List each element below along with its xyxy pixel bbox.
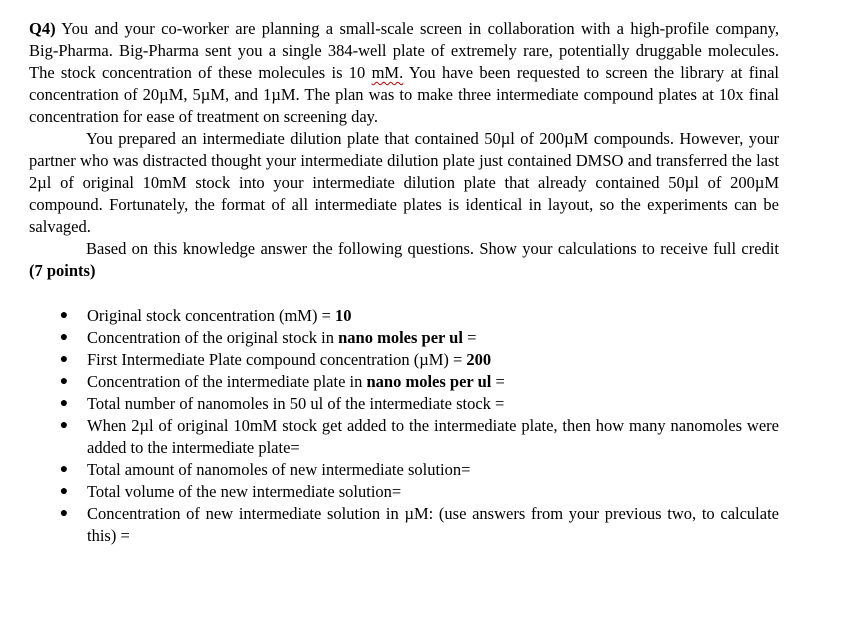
list-item-text-end: =	[462, 328, 477, 347]
list-item-text: Concentration of the original stock in	[87, 328, 339, 347]
list-item	[29, 459, 779, 481]
intro-text-mm-unit: mM.	[371, 63, 404, 82]
bullet-icon: ●	[59, 484, 69, 499]
list-item-text: Original stock concentration (mM) =	[87, 306, 336, 325]
list-item	[29, 503, 779, 547]
bullet-icon: ●	[59, 462, 69, 477]
bullet-icon: ●	[59, 506, 69, 521]
bullet-icon: ●	[59, 396, 69, 411]
list-item-text: Total number of nanomoles in 50 ul of the intermediate stock =	[87, 394, 505, 413]
question-intro-paragraph	[29, 18, 779, 128]
bullet-icon: ●	[59, 330, 69, 345]
list-item	[29, 481, 779, 503]
intro-text-part-1: You and your co-worker are planning a small-scale screen in collaboration with a high-profile company, Big-Pharma. Big-Pharma sent you a single 384-well plate of extremely rare, potentially druggable molecules. The stock concentration of these molecules is 10	[29, 19, 779, 82]
question-number: Q4)	[29, 19, 56, 38]
list-item	[29, 371, 779, 393]
list-item-bold-text: nano moles per ul	[366, 372, 492, 391]
list-item-text-end: =	[491, 372, 505, 391]
question-scenario-paragraph: You prepared an intermediate dilution plate that contained 50µl of 200µM compounds. However, your partner who was distracted thought your intermediate dilution plate just contained DMSO and transferred the last 2µl of original 10mM stock into your intermediate dilution plate that already contained 50µl of 200µM compound. Fortunately, the format of all intermediate plates is identical in layout, so the experiments can be salvaged.	[29, 129, 779, 236]
question-instructions-paragraph	[29, 238, 779, 282]
list-item-text: First Intermediate Plate compound concentration (µM) =	[87, 350, 467, 369]
list-item-bold-text: 10	[335, 306, 352, 325]
bullet-icon: ●	[59, 374, 69, 389]
list-item-bold-text: 200	[466, 350, 492, 369]
bullet-icon: ●	[59, 418, 69, 433]
list-item-bold-text: nano moles per ul	[338, 328, 463, 347]
instructions-text: Based on this knowledge answer the following questions. Show your calculations to receive full credit	[86, 239, 779, 258]
list-item-text: Total volume of the new intermediate solution=	[87, 482, 402, 501]
list-item-text: Total amount of nanomoles of new intermediate solution=	[87, 460, 471, 479]
list-item	[29, 305, 779, 327]
list-item	[29, 327, 779, 349]
points-label: (7 points)	[29, 261, 96, 280]
question-list	[29, 305, 779, 547]
list-item-text: Concentration of the intermediate plate in	[87, 372, 367, 391]
intro-text-part-2: You have been requested to screen the library at final concentration of 20µM, 5µM, and 1µM. The plan was to make three intermediate compound plates at 10x final concentration for ease of treatment on screening day.	[29, 63, 779, 126]
list-item	[29, 415, 779, 459]
bullet-icon: ●	[59, 352, 69, 367]
list-item-text: Concentration of new intermediate solution in µM: (use answers from your previous two, to calculate this) =	[87, 504, 779, 545]
list-item-text: When 2µl of original 10mM stock get added to the intermediate plate, then how many nanomoles were added to the intermediate plate=	[87, 416, 779, 457]
list-item	[29, 393, 779, 415]
document-page	[29, 18, 779, 547]
list-item	[29, 349, 779, 371]
bullet-icon: ●	[59, 308, 69, 323]
